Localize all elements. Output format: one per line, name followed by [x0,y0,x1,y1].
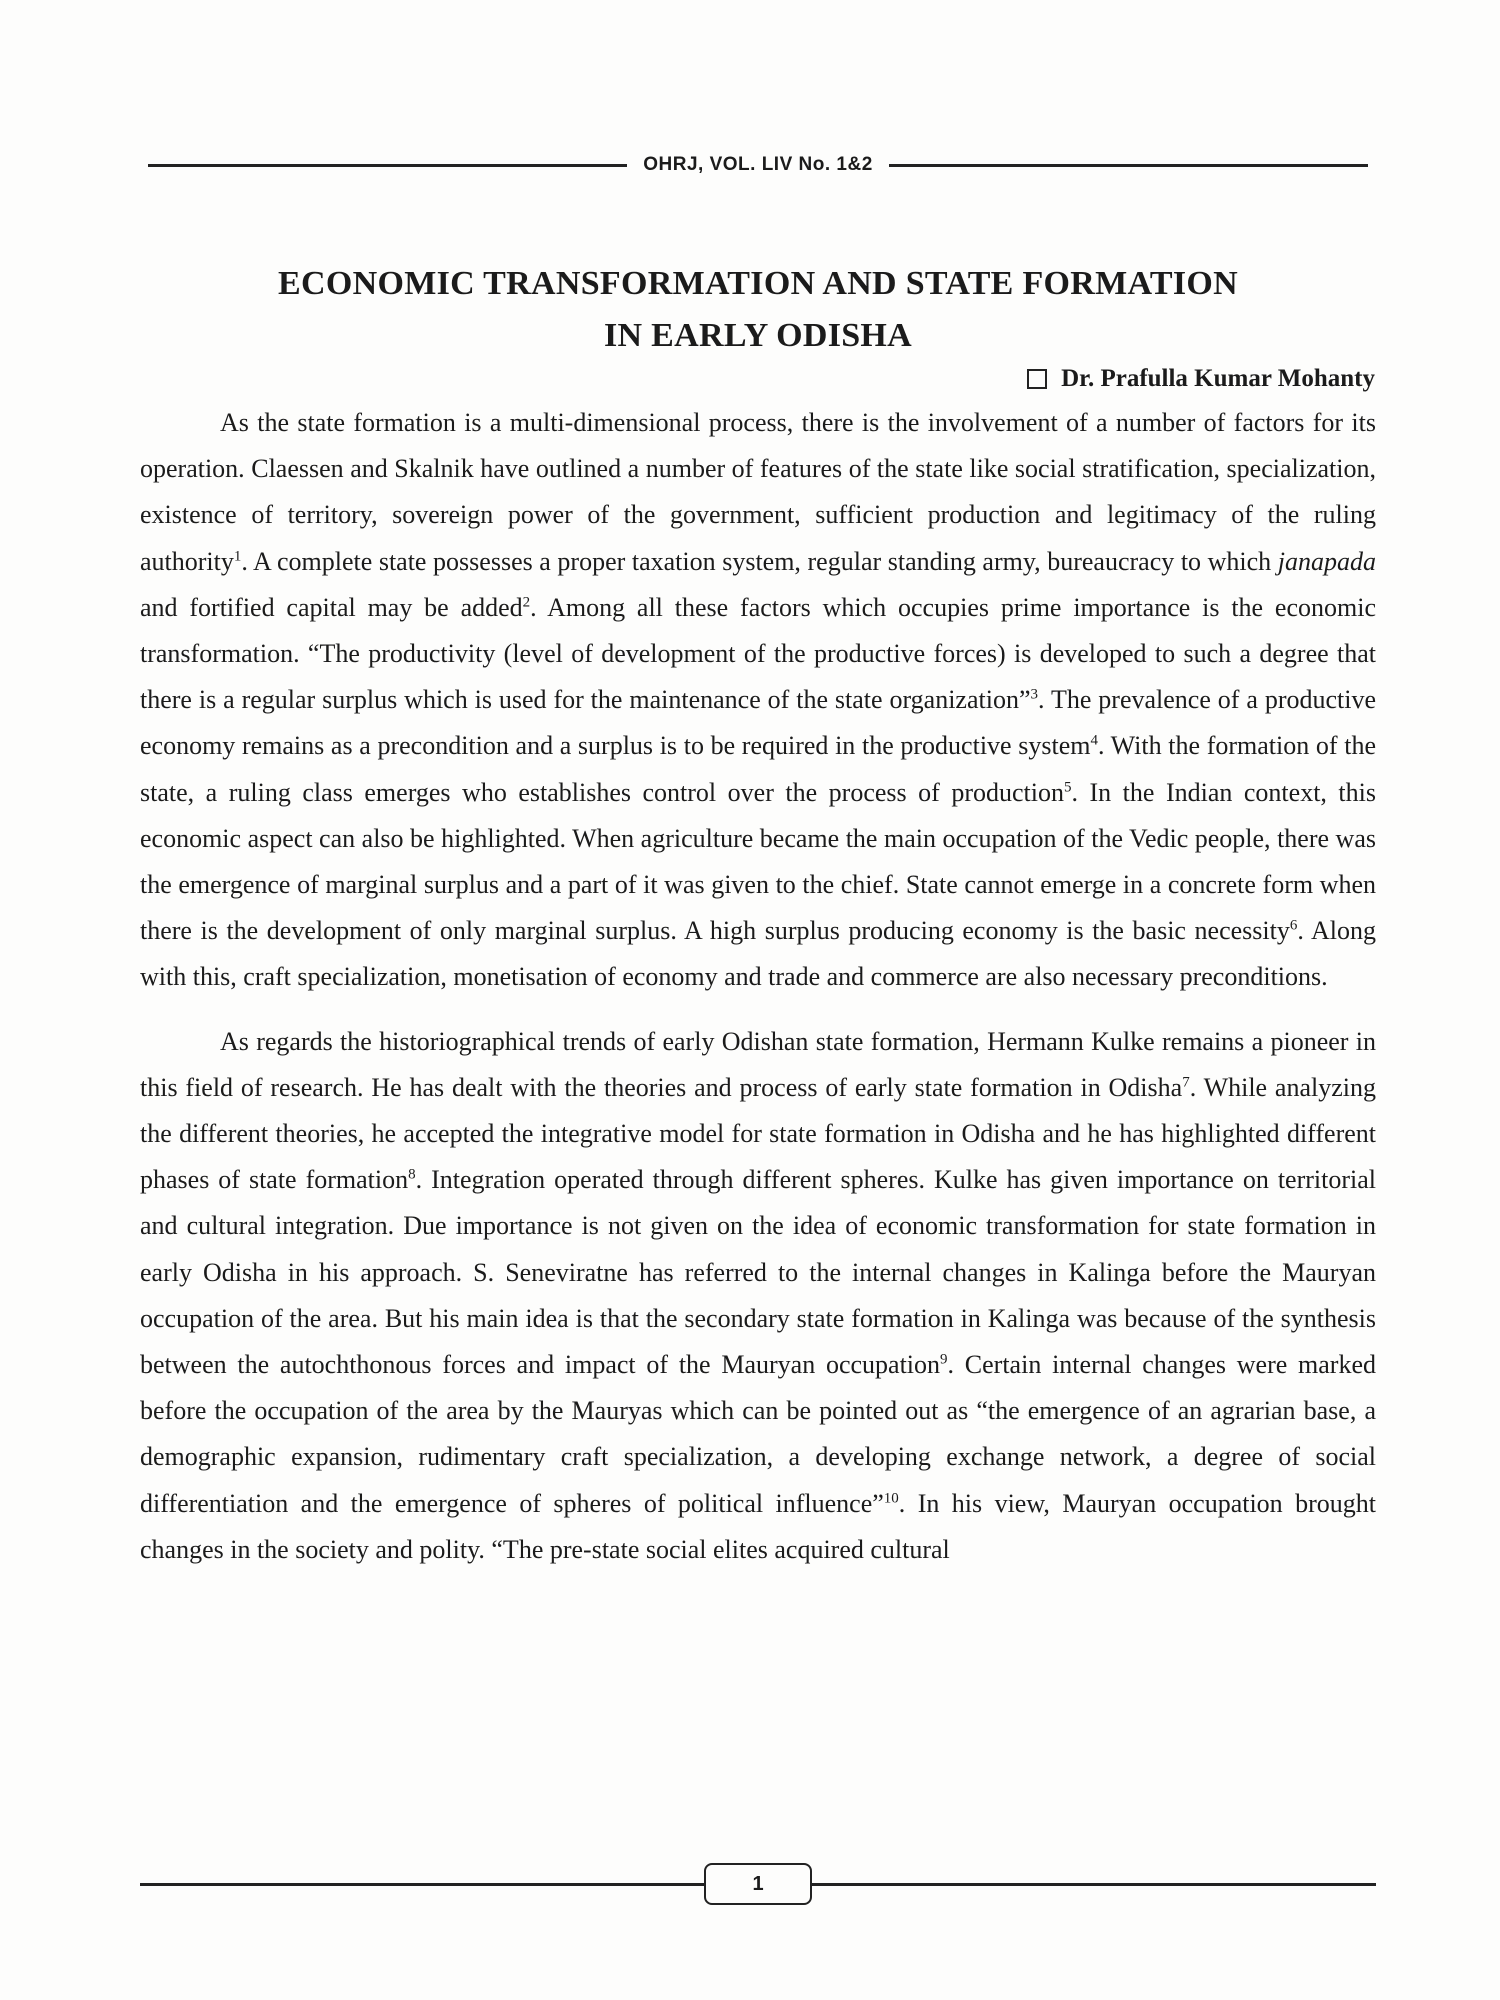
page-number: 1 [704,1863,812,1905]
title-line-1: ECONOMIC TRANSFORMATION AND STATE FORMATION [278,265,1238,302]
footnote-ref: 1 [233,547,242,564]
text-span: . The prevalence of a productive economy remains as a precondition and a surplus is to be required in the productive system [140,685,1376,761]
text-span: As the state formation is a multi-dimensional process, there is the involvement of a number of factors for its operation. Claessen and Skalnik have outlined a number of features of the state like social stratification, specialization, existence of territory, sovereign power of the government, sufficient production and legitimacy of the ruling authority [140,408,1376,576]
journal-volume: OHRJ, VOL. LIV No. 1&2 [643,154,873,175]
text-span: As regards the historiographical trends of early Odishan state formation, Hermann Kulke remains a pioneer in this field of research. He has dealt with the theories and process of early state formation in Odisha [140,1026,1376,1102]
text-span: . In the Indian context, this economic aspect can also be highlighted. When agriculture became the main occupation of the Vedic people, there was the emergence of marginal surplus and a part of it was given to the chief. State cannot emerge in a concrete form when there is the development of only marginal surplus. A high surplus producing economy is the basic necessity [140,777,1376,946]
footnote-ref: 8 [408,1166,416,1183]
paragraph-1 [140,400,1376,1001]
footnote-ref: 6 [1289,917,1298,934]
text-span: . Among all these factors which occupies prime importance is the economic transformation. “The productivity (level of development of the productive forces) is developed to such a degree that there is a regular surplus which is used for the maintenance of the state organization” [140,592,1376,715]
header-rule-left [148,164,627,167]
text-span: . In his view, Mauryan occupation brought changes in the society and polity. “The pre-state social elites acquired cultural [140,1488,1376,1564]
checkbox-bullet-icon [1027,369,1047,389]
footer-rule-left [140,1883,704,1886]
author-line [1027,365,1375,393]
footnote-ref: 9 [940,1351,948,1368]
article-title [148,258,1368,362]
footnote-ref: 4 [1090,732,1098,749]
header-rule-right [889,164,1368,167]
text-span: . Integration operated through different spheres. Kulke has given importance on territorial and cultural integration. Due importance is not given on the idea of economic transformation for state formation in early Odisha in his approach. S. Seneviratne has referred to the internal changes in Kalinga before the Mauryan occupation of the area. But his main idea is that the secondary state formation in Kalinga was because of the synthesis between the autochthonous forces and impact of the Mauryan occupation [140,1165,1376,1380]
italic-term: janapada [1277,546,1376,576]
footnote-ref: 2 [522,594,531,611]
author-name: Dr. Prafulla Kumar Mohanty [1061,365,1375,392]
paragraph-2 [140,1019,1376,1573]
running-header [148,150,1368,180]
article-body [140,400,1376,1573]
text-span: . A complete state possesses a proper taxation system, regular standing army, bureaucracy to which [241,546,1278,576]
text-span: . Certain internal changes were marked before the occupation of the area by the Mauryas which can be pointed out as “the emergence of an agrarian base, a demographic expansion, rudimentary craft specialization, a developing exchange network, a degree of social differentiation and the emergence of spheres of political influence” [140,1350,1376,1518]
footer-rule-right [812,1883,1376,1886]
text-span: . Along with this, craft specialization, monetisation of economy and trade and commerce are also necessary preconditions. [140,916,1376,992]
footnote-ref: 7 [1182,1074,1190,1091]
footnote-ref: 5 [1063,778,1072,795]
footnote-ref: 3 [1030,686,1038,703]
page-footer [140,1862,1376,1906]
footnote-ref: 10 [883,1490,899,1507]
title-line-2: IN EARLY ODISHA [603,317,913,354]
text-span: . While analyzing the different theories, he accepted the integrative model for state formation in Odisha and he has highlighted different phases of state formation [140,1072,1377,1195]
text-span: . With the formation of the state, a ruling class emerges who establishes control over the process of production [140,731,1376,807]
text-span: and fortified capital may be added [140,592,523,622]
